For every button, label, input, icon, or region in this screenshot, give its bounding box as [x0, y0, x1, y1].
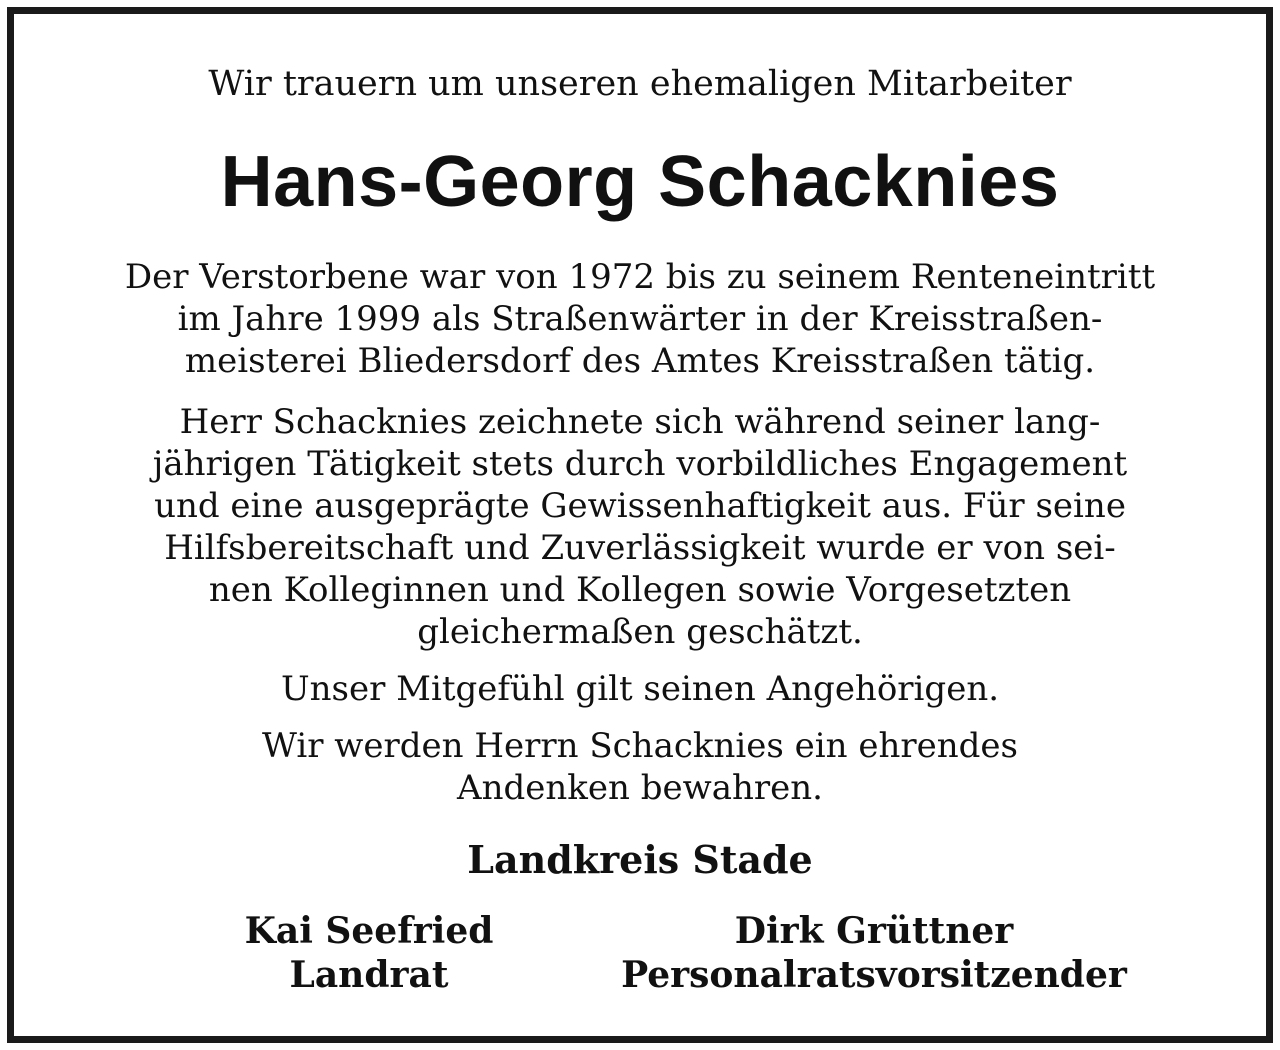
signatory-role: Landrat: [289, 954, 449, 996]
organization-name: Landkreis Stade: [467, 837, 813, 882]
signatory-role: Personalratsvorsitzender: [621, 954, 1127, 996]
text-line: Herr Schacknies zeichnete sich während seiner lang-: [179, 402, 1101, 442]
signatory-name: Dirk Grüttner: [734, 910, 1014, 952]
deceased-name: Hans-Georg Schacknies: [220, 142, 1060, 222]
paragraph-career: [14, 256, 1266, 382]
signatory-left: [204, 909, 534, 997]
intro-line: Wir trauern um unseren ehemaligen Mitarbeiter: [208, 64, 1072, 104]
text-line: jährigen Tätigkeit stets durch vorbildliches Engagement: [152, 444, 1128, 484]
text-line: Wir werden Herrn Schacknies ein ehrendes: [262, 726, 1018, 766]
text-line: im Jahre 1999 als Straßenwärter in der Kreisstraßen-: [177, 299, 1103, 339]
text-line: gleichermaßen geschätzt.: [417, 612, 863, 652]
paragraph-remembrance: [14, 725, 1266, 809]
signatory-name: Kai Seefried: [244, 910, 494, 952]
text-line: Hilfsbereitschaft und Zuverlässigkeit wurde er von sei-: [164, 528, 1116, 568]
signatory-right: [604, 909, 1144, 997]
obituary-notice: [7, 7, 1273, 1043]
paragraph-condolence: [14, 668, 1266, 710]
paragraph-tribute: [14, 401, 1266, 653]
text-line: meisterei Bliedersdorf des Amtes Kreisstraßen tätig.: [184, 341, 1096, 381]
text-line: Der Verstorbene war von 1972 bis zu seinem Renteneintritt: [124, 257, 1156, 297]
text-line: und eine ausgeprägte Gewissenhaftigkeit aus. Für seine: [154, 486, 1126, 526]
text-line: Unser Mitgefühl gilt seinen Angehörigen.: [280, 669, 1000, 709]
text-line: Andenken bewahren.: [457, 768, 823, 808]
text-line: nen Kolleginnen und Kollegen sowie Vorgesetzten: [208, 570, 1072, 610]
